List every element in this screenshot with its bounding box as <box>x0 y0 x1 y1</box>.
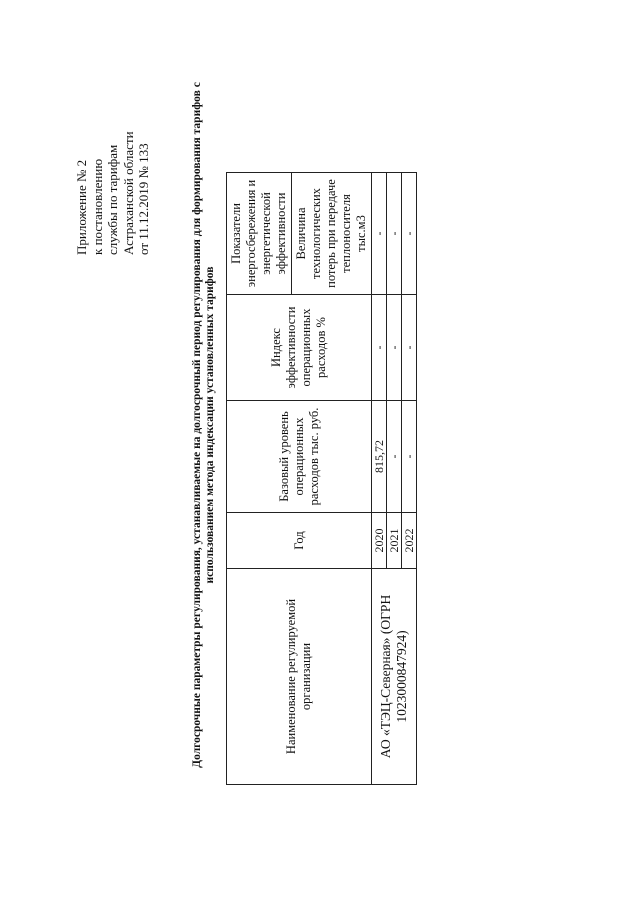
appendix-line: Астраханской области <box>120 131 136 255</box>
base-level-cell: 815,72 <box>372 401 387 513</box>
efficiency-index-cell: - <box>387 295 402 401</box>
appendix-line: от 11.12.2019 № 133 <box>136 143 151 255</box>
year-cell: 2022 <box>402 513 417 569</box>
header-row <box>227 173 292 785</box>
tech-losses-cell: - <box>402 173 417 295</box>
tech-losses-cell: - <box>372 173 387 295</box>
base-level-cell: - <box>387 401 402 513</box>
appendix-line: Приложение № 2 <box>74 159 89 255</box>
base-level-cell: - <box>402 401 417 513</box>
parameters-table <box>226 172 417 785</box>
org-name-cell: АО «ТЭЦ-Северная» (ОГРН 1023000847924) <box>372 569 417 785</box>
header-org: Наименование регулируемой организации <box>227 569 372 785</box>
efficiency-index-cell: - <box>402 295 417 401</box>
year-cell: 2020 <box>372 513 387 569</box>
efficiency-index-cell: - <box>372 295 387 401</box>
appendix-note <box>74 55 152 255</box>
header-tech-losses: Величина технологических потерь при передаче теплоносителя тыс.м3 <box>292 173 372 295</box>
year-cell: 2021 <box>387 513 402 569</box>
header-energy-indicators: Показатели энергосбережения и энергетической эффективности <box>227 173 292 295</box>
header-efficiency-index: Индекс эффективности операционных расходов % <box>227 295 372 401</box>
document-heading: Долгосрочные параметры регулирования, устанавливаемые на долгосрочный период регулирования для формирования тарифов с использованием метода индексации установленных тарифов <box>191 82 216 768</box>
header-base-level: Базовый уровень операционных расходов тыс. руб. <box>227 401 372 513</box>
appendix-line: службы по тарифам <box>105 144 120 255</box>
header-year: Год <box>227 513 372 569</box>
appendix-line: к постановлению <box>89 158 105 255</box>
tech-losses-cell: - <box>387 173 402 295</box>
table-row <box>372 173 387 785</box>
